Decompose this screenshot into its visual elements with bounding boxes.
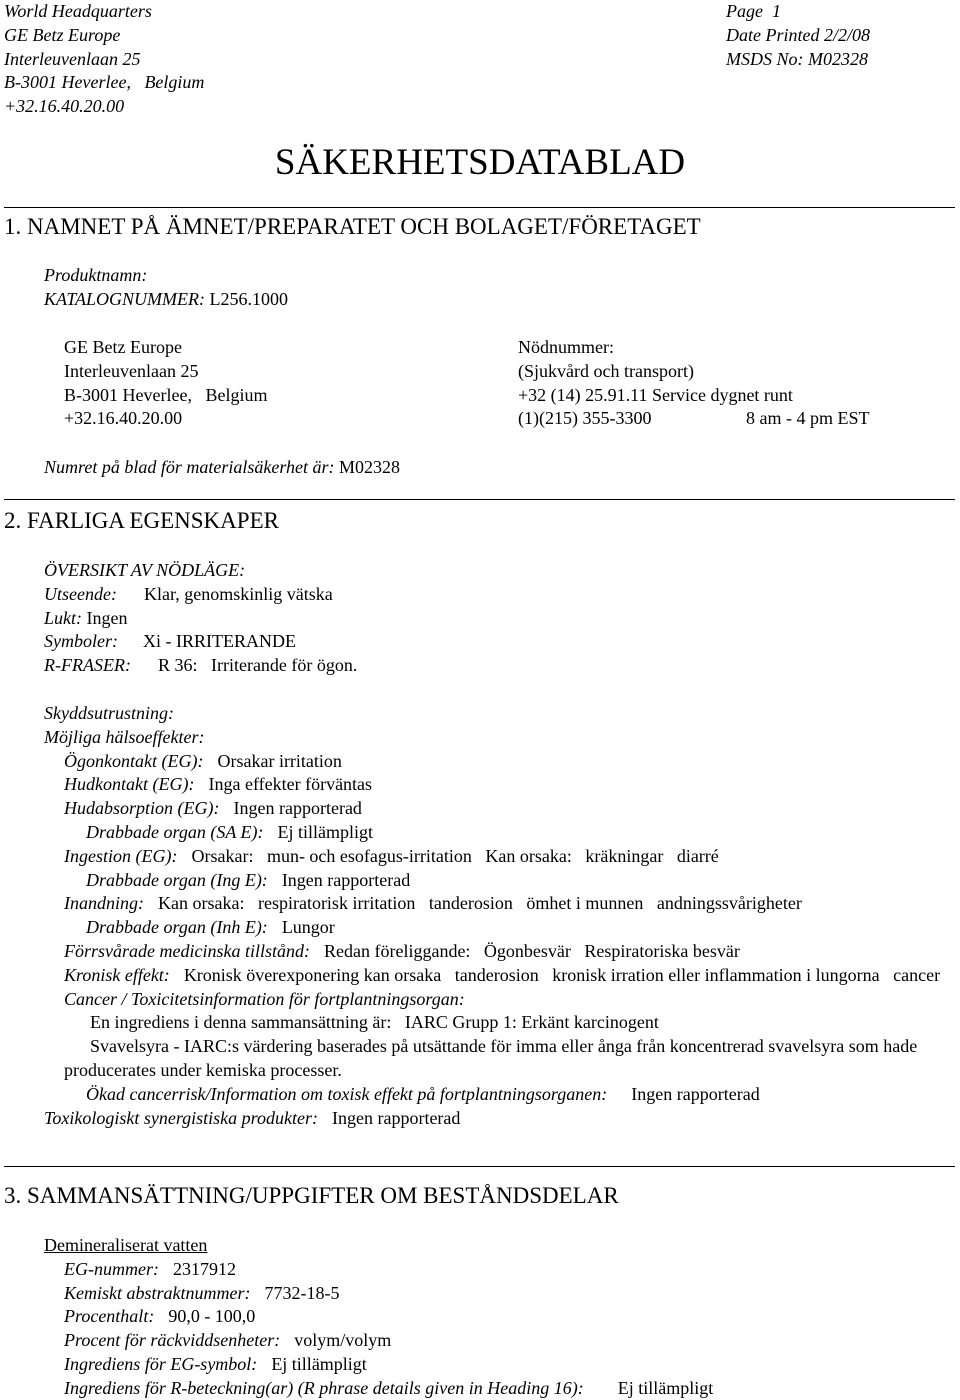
increased-risk-row — [44, 1083, 956, 1107]
percent-unit-row — [44, 1329, 713, 1353]
header-phone: +32.16.40.20.00 — [4, 96, 125, 117]
organ-inh-row — [44, 916, 956, 940]
aggravated-label: Förrsvårade medicinska tillstånd: — [64, 940, 310, 961]
header-company-address — [4, 0, 204, 119]
synergistic-row — [44, 1107, 956, 1131]
odor-label: Lukt: — [44, 607, 82, 628]
odor-row — [44, 607, 357, 631]
ec-number-row — [44, 1258, 713, 1282]
cancer-label: Cancer / Toxicitetsinformation för fortplantningsorgan: — [64, 988, 465, 1009]
sheet-number-value: M02328 — [339, 457, 401, 477]
emergency-hours: 8 am - 4 pm EST — [746, 408, 870, 428]
section1-title: 1. NAMNET PÅ ÄMNET/PREPARATET OCH BOLAGET/FÖRETAGET — [4, 214, 701, 239]
emergency-label: Nödnummer: — [518, 337, 614, 357]
catalog-number-label: KATALOGNUMMER: — [44, 288, 205, 309]
organ-ing-label: Drabbade organ (Ing E): — [86, 869, 268, 890]
symbols-row — [44, 630, 357, 654]
increased-risk-label: Ökad cancerrisk/Information om toxisk effekt på fortplantningsorganen: — [86, 1083, 608, 1104]
section-divider — [4, 499, 955, 500]
appearance-value: Klar, genomskinlig vätska — [143, 583, 333, 604]
cancer-line1 — [44, 1011, 956, 1035]
synergistic-value: Ingen rapporterad — [331, 1107, 461, 1128]
organ-inh-label: Drabbade organ (Inh E): — [86, 917, 268, 938]
emergency-scope: (Sjukvård och transport) — [518, 360, 694, 381]
eye-contact-row — [44, 750, 956, 774]
organ-inh-value: Lungor — [281, 917, 335, 938]
skin-absorption-value: Ingen rapporterad — [233, 798, 362, 819]
address-company: GE Betz Europe — [64, 337, 182, 357]
address-city: B-3001 Heverlee, Belgium — [64, 384, 268, 405]
page-title: SÄKERHETSDATABLAD — [274, 142, 686, 183]
percent-unit-label: Procent för räckviddsenheter: — [64, 1330, 281, 1351]
address-street: Interleuvenlaan 25 — [64, 360, 199, 381]
catalog-number-value: L256.1000 — [209, 288, 288, 309]
emergency-phone-us: (1)(215) 355-3300 — [518, 408, 652, 429]
health-effects — [44, 702, 956, 1130]
eye-contact-value: Orsakar irritation — [217, 750, 342, 771]
product-name-label: Produktnamn: — [44, 265, 148, 285]
emergency-overview — [44, 559, 357, 678]
percent-label: Procenthalt: — [64, 1306, 155, 1327]
skin-absorption-label: Hudabsorption (EG): — [64, 798, 220, 819]
skin-contact-label: Hudkontakt (EG): — [64, 774, 195, 795]
section3-title: 3. SAMMANSÄTTNING/UPPGIFTER OM BESTÅNDSDELAR — [4, 1183, 619, 1208]
skin-contact-row — [44, 773, 956, 797]
section-divider — [4, 1166, 955, 1167]
cas-number-row — [44, 1282, 713, 1306]
skin-contact-value: Inga effekter förväntas — [208, 774, 373, 795]
r-phrase-label: Ingrediens för R-beteckning(ar) (R phrase details given in Heading 16): — [64, 1377, 584, 1398]
inhalation-label: Inandning: — [64, 893, 144, 914]
header-date-printed: Date Printed 2/2/08 — [726, 24, 870, 45]
chronic-label: Kronisk effekt: — [64, 964, 170, 985]
section-divider — [4, 207, 955, 208]
symbols-value: Xi - IRRITERANDE — [142, 631, 296, 652]
ec-number-value: 2317912 — [172, 1258, 236, 1279]
chronic-row — [64, 964, 954, 988]
header-city: B-3001 Heverlee, Belgium — [4, 72, 205, 93]
address-phone: +32.16.40.20.00 — [64, 408, 183, 429]
organ-sa-value: Ej tillämpligt — [277, 821, 373, 842]
symbols-label: Symboler: — [44, 631, 118, 652]
eye-contact-label: Ögonkontakt (EG): — [64, 750, 204, 771]
cancer-line2 — [64, 1035, 956, 1083]
rphrases-label: R-FRASER: — [44, 655, 131, 676]
r-phrase-row — [44, 1377, 713, 1400]
cas-number-value: 7732-18-5 — [264, 1282, 340, 1303]
header-street: Interleuvenlaan 25 — [4, 48, 141, 69]
cancer-line1-text: En ingrediens i denna sammansättning är: IARC Grupp 1: Erkänt karcinogent — [90, 1012, 659, 1033]
ec-number-label: EG-nummer: — [64, 1258, 159, 1279]
organ-ing-row — [44, 869, 956, 893]
catalog-number-row — [44, 288, 288, 312]
percent-value: 90,0 - 100,0 — [168, 1306, 256, 1327]
ec-symbol-label: Ingrediens för EG-symbol: — [64, 1353, 258, 1374]
sheet-number-label: Numret på blad för materialsäkerhet är: — [44, 457, 335, 477]
organ-sa-row — [44, 821, 956, 845]
ppe-label: Skyddsutrustning: — [44, 703, 174, 723]
aggravated-value: Redan föreliggande: Ögonbesvär Respiratoriska besvär — [323, 940, 740, 961]
cas-number-label: Kemiskt abstraktnummer: — [64, 1282, 251, 1303]
inhalation-row — [44, 892, 956, 916]
health-effects-label: Möjliga hälsoeffekter: — [44, 726, 205, 747]
percent-row — [44, 1305, 713, 1329]
skin-absorption-row — [44, 797, 956, 821]
ingredient-name: Demineraliserat vatten — [44, 1235, 208, 1255]
inhalation-value: Kan orsaka: respiratorisk irritation tanderosion ömhet i munnen andningssvårigheter — [158, 893, 802, 914]
rphrases-value: R 36: Irriterande för ögon. — [157, 655, 358, 676]
product-info — [44, 264, 288, 312]
appearance-row — [44, 583, 357, 607]
header-msds-no: MSDS No: M02328 — [726, 48, 868, 69]
cancer-line2-text: Svavelsyra - IARC:s värdering baserades på utsättande för imma eller ånga från koncentrerad svavelsyra som hade producerates under kemiska processer. — [64, 1036, 918, 1080]
chronic-value: Kronisk överexponering kan orsaka tanderosion kronisk irration eller inflammation i lungorna cancer — [183, 964, 941, 985]
percent-unit-value: volym/volym — [294, 1330, 392, 1351]
odor-value: Ingen — [86, 607, 128, 628]
ec-symbol-value: Ej tillämpligt — [271, 1353, 367, 1374]
ingestion-label: Ingestion (EG): — [64, 845, 178, 866]
rphrases-row — [44, 654, 357, 678]
section2-title: 2. FARLIGA EGENSKAPER — [4, 508, 279, 533]
ingestion-value: Orsakar: mun- och esofagus-irritation Kan orsaka: kräkningar diarré — [191, 845, 719, 866]
emergency-phone-eu: +32 (14) 25.91.11 Service dygnet runt — [518, 384, 793, 405]
header-hq: World Headquarters — [4, 1, 152, 21]
sheet-number-row — [44, 456, 400, 480]
composition — [44, 1234, 713, 1400]
ec-symbol-row — [44, 1353, 713, 1377]
synergistic-label: Toxikologiskt synergistiska produkter: — [44, 1107, 318, 1128]
aggravated-row — [44, 940, 956, 964]
appearance-label: Utseende: — [44, 583, 117, 604]
header-company: GE Betz Europe — [4, 24, 121, 45]
organ-sa-label: Drabbade organ (SA E): — [86, 821, 264, 842]
r-phrase-value: Ej tillämpligt — [617, 1377, 714, 1398]
company-address — [64, 336, 267, 431]
organ-ing-value: Ingen rapporterad — [281, 869, 411, 890]
increased-risk-value: Ingen rapporterad — [631, 1083, 760, 1104]
header-page-number: Page 1 — [726, 1, 781, 21]
ingestion-row — [44, 845, 956, 869]
header-page-info — [726, 0, 870, 71]
overview-title: ÖVERSIKT AV NÖDLÄGE: — [44, 560, 246, 580]
